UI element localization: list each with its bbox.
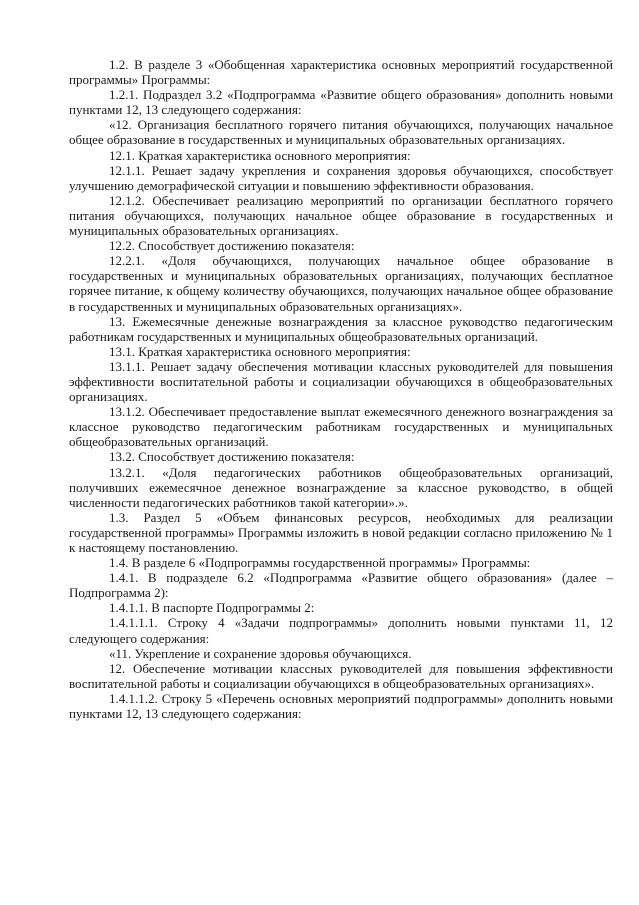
paragraph: 1.4.1.1. В паспорте Подпрограммы 2:: [109, 600, 315, 616]
paragraph: 1.4.1.1.2. Строку 5 «Перечень основных мероприятий подпрограммы» дополнить новыми пунктами 12, 13 следующего содержания:: [69, 690, 613, 722]
paragraph: 1.4. В разделе 6 «Подпрограммы государственной программы» Программы:: [109, 555, 531, 571]
paragraph: 1.4.1. В подразделе 6.2 «Подпрограмма «Развитие общего образования» (далее – Подпрограмма 2):: [69, 570, 613, 601]
paragraph: 13. Ежемесячные денежные вознаграждения за классное руководство педагогическим работникам государственных и муниципальных общеобразовательных организаций.: [69, 313, 613, 344]
paragraph: 1.2.1. Подраздел 3.2 «Подпрограмма «Развитие общего образования» дополнить новыми пунктами 12, 13 следующего содержания:: [69, 87, 613, 118]
paragraph: 13.2. Способствует достижению показателя:: [109, 449, 355, 465]
paragraph: 13.2.1. «Доля педагогических работников общеобразовательных организаций, получивших ежемесячное денежное вознаграждение за классное руководство, в общей численности педагогических работников такой категории».».: [69, 464, 613, 510]
paragraph: 1.4.1.1.1. Строку 4 «Задачи подпрограммы» дополнить новыми пунктами 11, 12 следующего содержания:: [69, 615, 613, 646]
document-page: [69, 57, 613, 721]
paragraph: 12.2. Способствует достижению показателя:: [109, 238, 355, 254]
paragraph: 1.2. В разделе 3 «Обобщенная характеристика основных мероприятий государственной программы» Программы:: [69, 57, 613, 88]
paragraph: 12.1.2. Обеспечивает реализацию мероприятий по организации бесплатного горячего питания обучающихся, получающих начальное общее образование в государственных и муниципальных образовательных организациях.: [69, 192, 613, 239]
paragraph: 13.1.1. Решает задачу обеспечения мотивации классных руководителей для повышения эффективности воспитательной работы и социализации обучающихся в общеобразовательных организациях.: [69, 358, 613, 405]
paragraph: 12.1.1. Решает задачу укрепления и сохранения здоровья обучающихся, способствует улучшению демографической ситуации и повышению эффективности образования.: [69, 162, 613, 193]
paragraph: 12. Обеспечение мотивации классных руководителей для повышения эффективности воспитательной работы и социализации обучающихся в общеобразовательных организациях».: [69, 660, 613, 691]
paragraph: «11. Укрепление и сохранение здоровья обучающихся.: [109, 645, 412, 661]
paragraph: 13.1.2. Обеспечивает предоставление выплат ежемесячного денежного вознаграждения за классное руководство педагогическим работникам государственных и муниципальных общеобразовательных организаций.: [69, 404, 613, 450]
paragraph: 12.1. Краткая характеристика основного мероприятия:: [109, 147, 411, 163]
paragraph: 12.2.1. «Доля обучающихся, получающих начальное общее образование в государственных и муниципальных образовательных организациях, получающих бесплатное горячее питание, к общему количеству обучающихся, получающих начальное общее образование в государственных и муниципальных образовательных организациях».: [69, 253, 613, 314]
paragraph: «12. Организация бесплатного горячего питания обучающихся, получающих начальное общее образование в государственных и муниципальных образовательных организациях.: [69, 117, 613, 148]
paragraph: 13.1. Краткая характеристика основного мероприятия:: [109, 343, 411, 359]
paragraph: 1.3. Раздел 5 «Объем финансовых ресурсов, необходимых для реализации государственной программы» Программы изложить в новой редакции согласно приложению № 1 к настоящему постановлению.: [69, 509, 613, 555]
